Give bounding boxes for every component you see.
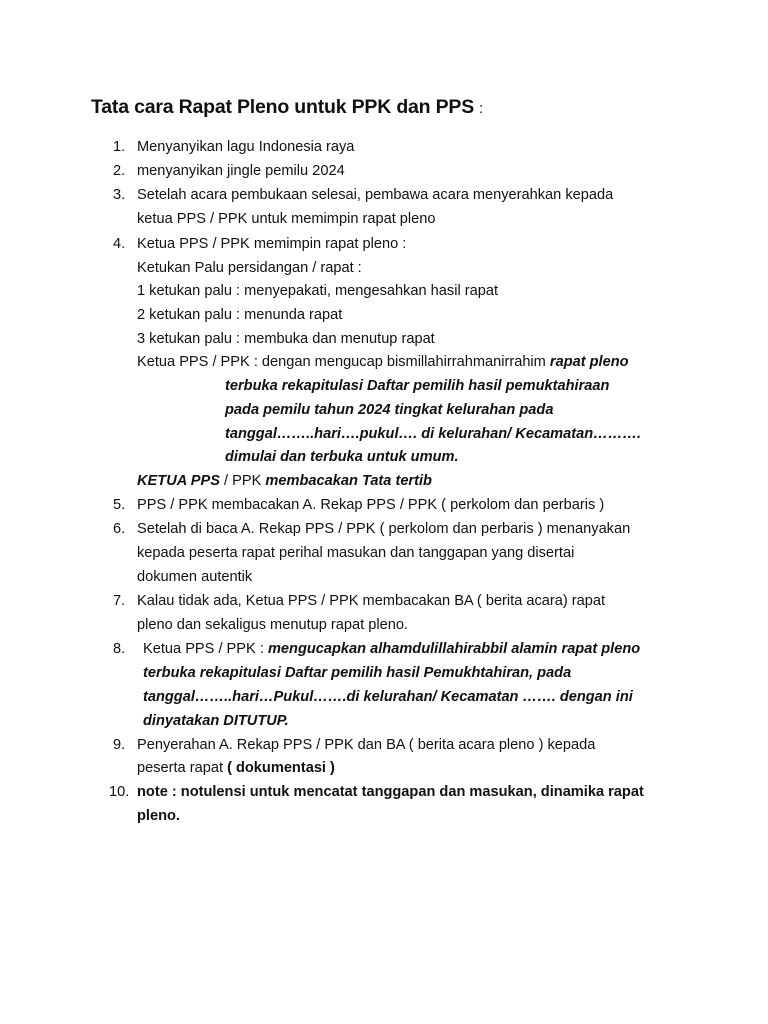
speech-intro: Ketua PPS / PPK : dengan mengucap bismillahirrahmanirrahim: [137, 354, 546, 370]
item-number: 3.: [113, 187, 126, 203]
item-intro: Ketua PPS / PPK :: [143, 641, 268, 657]
item-bold: ( dokumentasi ): [227, 760, 335, 776]
item-text: terbuka rekapitulasi Daftar pemilih hasil Pemukhtahiran, pada: [143, 665, 572, 681]
closing-line: [137, 471, 432, 491]
item-text: 3 ketukan palu : membuka dan menutup rapat: [137, 331, 435, 347]
speech-emphasis: rapat pleno: [549, 354, 629, 370]
item-text: Ketua PPS / PPK memimpin rapat pleno :: [137, 236, 407, 252]
speech-text: pada pemilu tahun 2024 tingkat kelurahan pada: [225, 402, 554, 418]
item-text: Setelah di baca A. Rekap PPS / PPK ( perkolom dan perbaris ) menanyakan: [137, 521, 631, 537]
item-text: pleno dan sekaligus menutup rapat pleno.: [137, 617, 408, 633]
item-text: Menyanyikan lagu Indonesia raya: [137, 139, 355, 155]
item-text: note : notulensi untuk mencatat tanggapan dan masukan, dinamika rapat: [137, 784, 644, 800]
closing-bold: KETUA PPS: [137, 473, 220, 489]
item-text: pleno.: [137, 808, 180, 824]
closing-bold: membacakan Tata tertib: [265, 473, 432, 489]
item-number: 6.: [113, 521, 126, 537]
item-text: tanggal……..hari…Pukul…….di kelurahan/ Kecamatan ……. dengan ini: [143, 689, 633, 705]
item-text: menyanyikan jingle pemilu 2024: [137, 163, 345, 179]
item-text: kepada peserta rapat perihal masukan dan tanggapan yang disertai: [137, 545, 575, 561]
speech-text: terbuka rekapitulasi Daftar pemilih hasil pemuktahiraan: [225, 378, 610, 394]
item-number: 1.: [113, 139, 126, 155]
item-text: Setelah acara pembukaan selesai, pembawa acara menyerahkan kepada: [137, 187, 614, 203]
item-text: Penyerahan A. Rekap PPS / PPK dan BA ( berita acara pleno ) kepada: [137, 737, 596, 753]
item-text: dinyatakan DITUTUP.: [143, 713, 289, 729]
item-emphasis: mengucapkan alhamdulillahirabbil alamin rapat pleno: [267, 641, 641, 657]
item-text: PPS / PPK membacakan A. Rekap PPS / PPK ( perkolom dan perbaris ): [137, 497, 605, 513]
title-colon: :: [479, 100, 483, 117]
item-text: [143, 639, 640, 659]
item-number: 8.: [113, 641, 126, 657]
item-text: dokumen autentik: [137, 569, 253, 585]
item-number: 9.: [113, 737, 126, 753]
item-number: 10.: [109, 784, 130, 800]
item-text: [137, 758, 335, 778]
item-text: Ketukan Palu persidangan / rapat :: [137, 260, 362, 276]
item-number: 7.: [113, 593, 126, 609]
item-text: 2 ketukan palu : menunda rapat: [137, 307, 343, 323]
speech-text: dimulai dan terbuka untuk umum.: [225, 449, 459, 465]
item-text: ketua PPS / PPK untuk memimpin rapat pleno: [137, 211, 436, 227]
item-number: 2.: [113, 163, 126, 179]
speech-line: [137, 352, 629, 372]
item-plain: peserta rapat: [137, 760, 228, 776]
item-number: 4.: [113, 236, 126, 252]
closing-plain: / PPK: [219, 473, 266, 489]
item-text: Kalau tidak ada, Ketua PPS / PPK membacakan BA ( berita acara) rapat: [137, 593, 606, 609]
document-title: Tata cara Rapat Pleno untuk PPK dan PPS :: [91, 96, 483, 118]
item-text: 1 ketukan palu : menyepakati, mengesahkan hasil rapat: [137, 283, 499, 299]
item-number: 5.: [113, 497, 126, 513]
speech-text: tanggal……..hari….pukul…. di kelurahan/ Kecamatan……….: [225, 426, 642, 442]
